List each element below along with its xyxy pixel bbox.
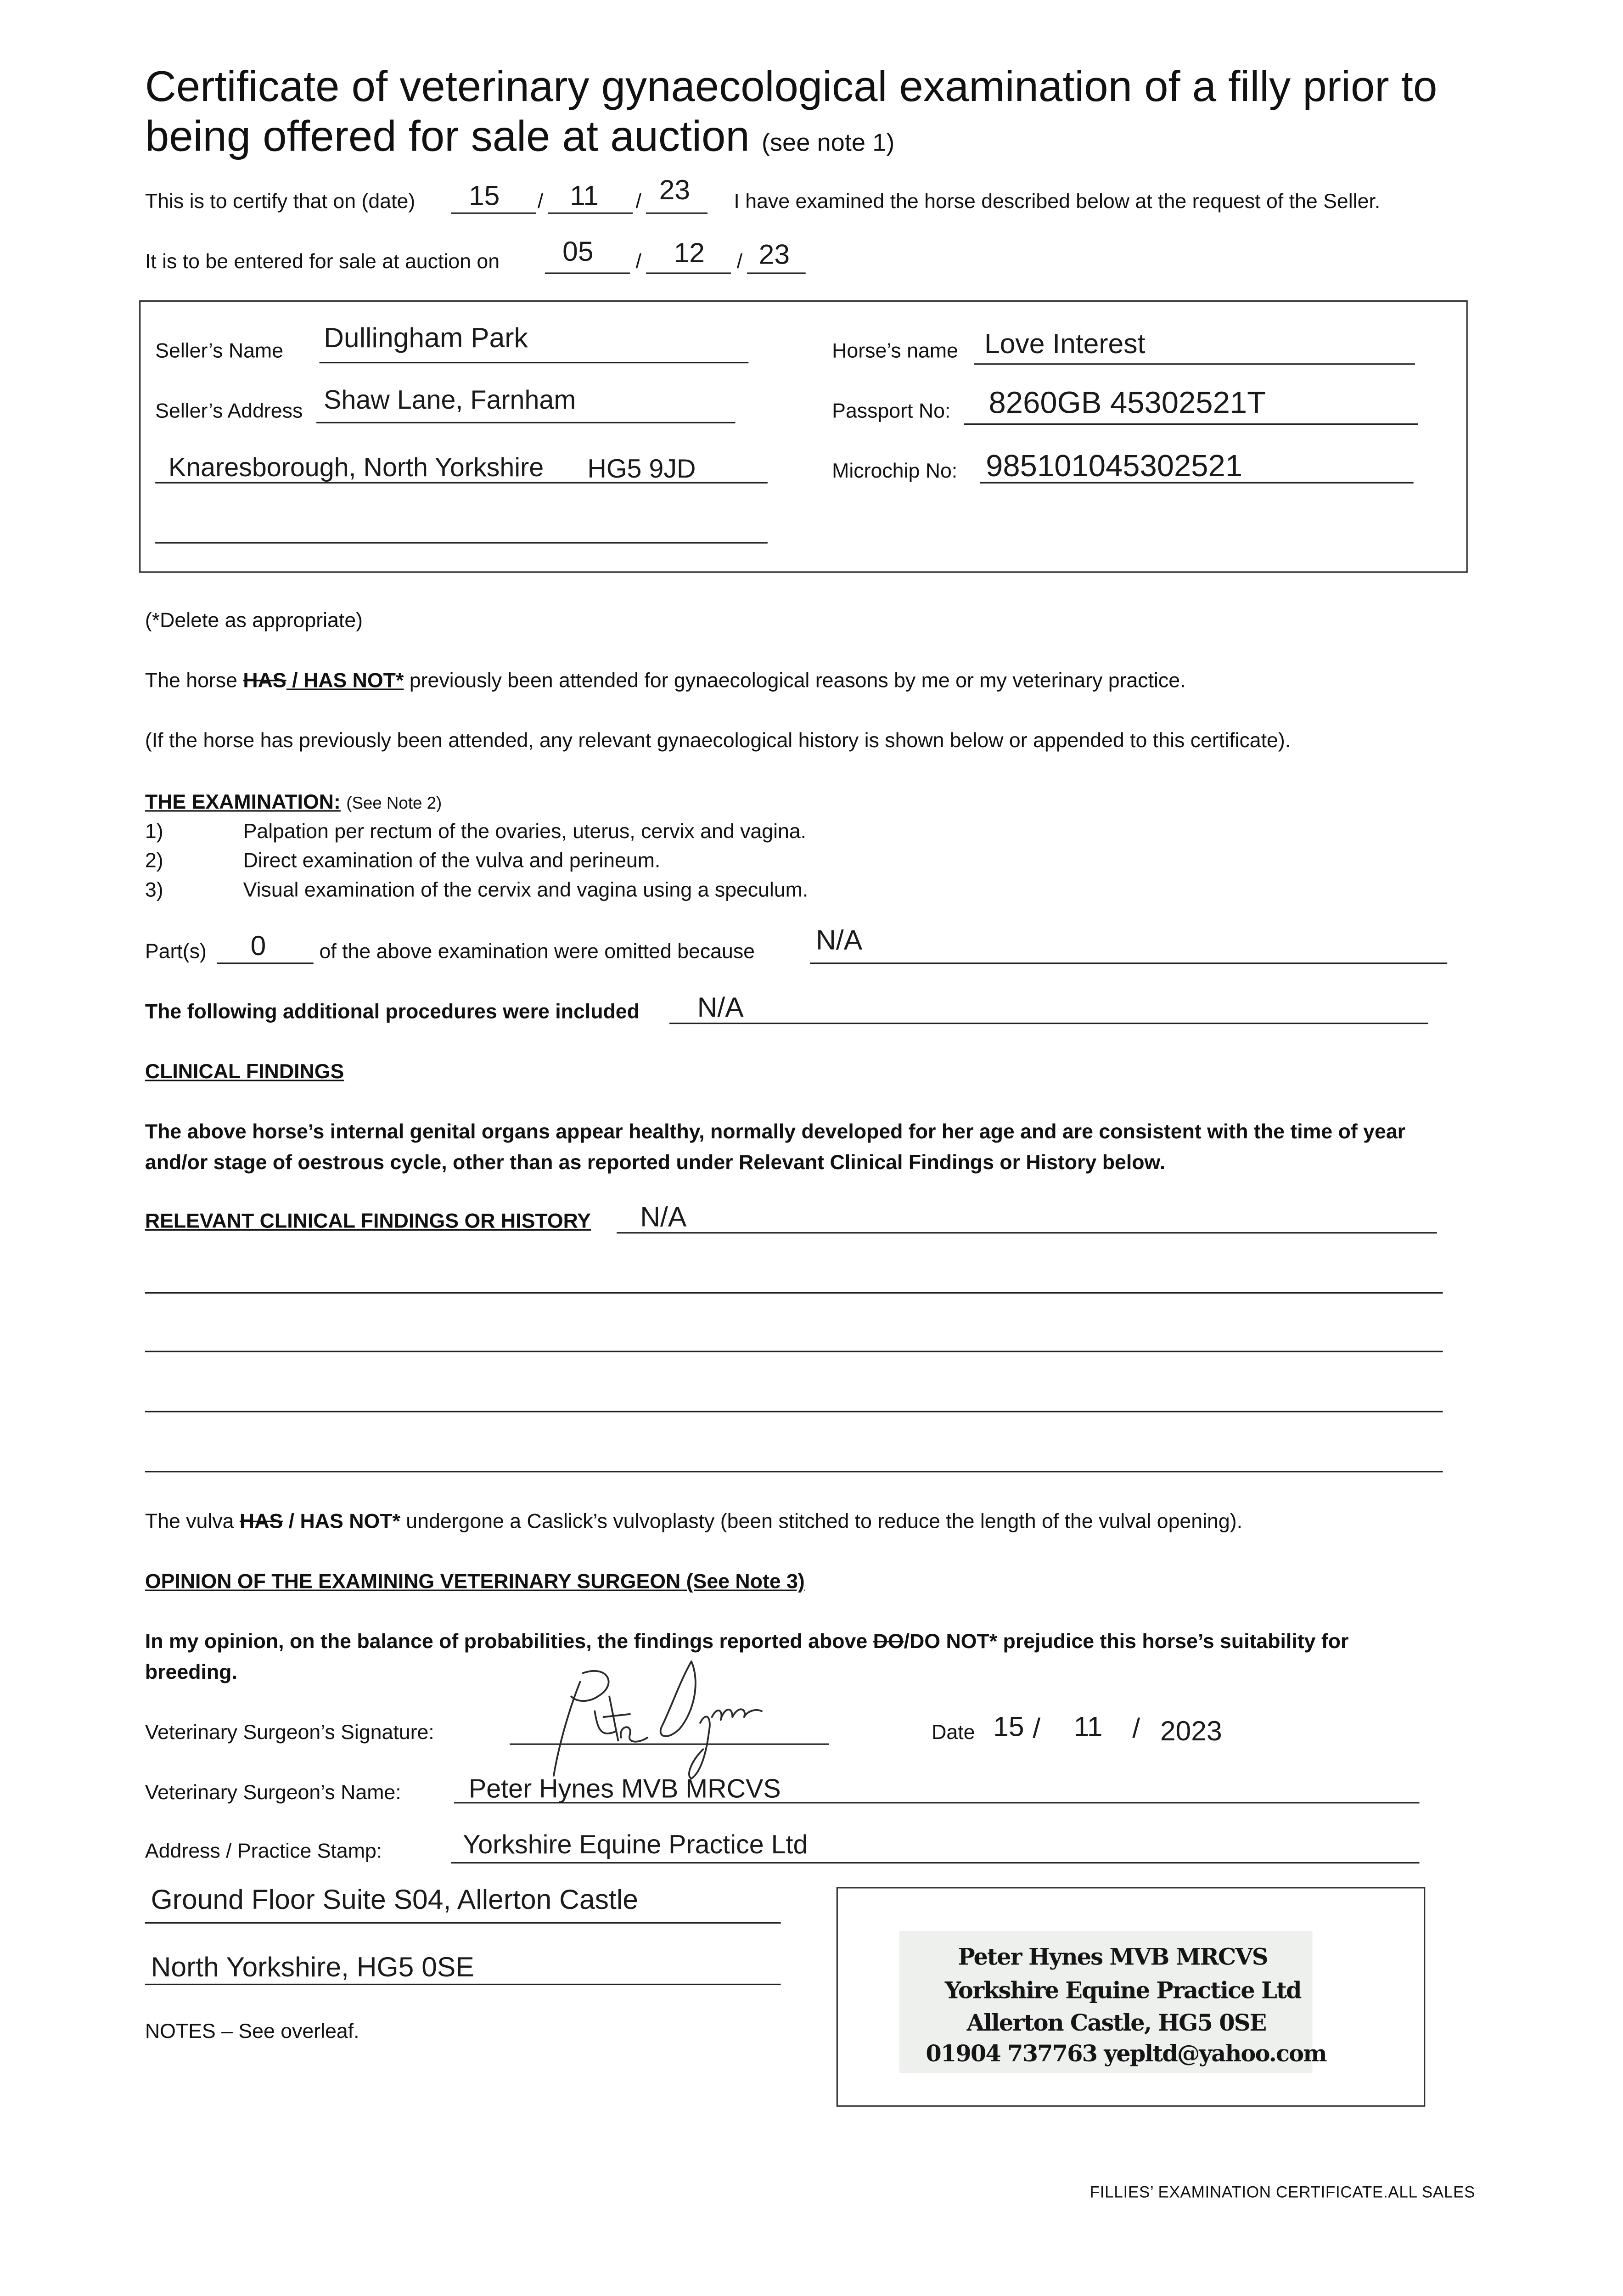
- seller-address-line-1: [316, 422, 735, 423]
- relevant-findings-line-1: [145, 1292, 1443, 1294]
- clinical-findings-heading: CLINICAL FINDINGS: [145, 1059, 344, 1083]
- certify-text: This is to certify that on (date): [145, 189, 416, 213]
- omitted-label-prefix: Part(s): [145, 939, 207, 963]
- opinion-suffix: /DO NOT* prejudice this horse’s suitability for: [904, 1629, 1349, 1653]
- practice-address-2[interactable]: Ground Floor Suite S04, Allerton Castle: [151, 1885, 639, 1917]
- exam-item-2-text: Direct examination of the vulva and perineum.: [243, 848, 661, 872]
- exam-item-1-text: Palpation per rectum of the ovaries, uterus, cervix and vagina.: [243, 819, 807, 843]
- opinion-heading: OPINION OF THE EXAMINING VETERINARY SURGEON (See Note 3): [145, 1569, 805, 1593]
- title-line-2: [145, 113, 895, 169]
- attended-statement: [145, 668, 1186, 692]
- practice-address-line-1: [451, 1862, 1420, 1863]
- vulva-statement: [145, 1509, 1242, 1532]
- auction-day-line: [545, 272, 630, 274]
- seller-name-line: [320, 362, 749, 363]
- relevant-findings-line-0: [617, 1232, 1437, 1233]
- date-label: Date: [932, 1720, 975, 1744]
- omitted-parts[interactable]: 0: [250, 932, 266, 963]
- auction-month[interactable]: 12: [674, 239, 705, 270]
- opinion-line-2: breeding.: [145, 1660, 237, 1683]
- passport-number[interactable]: 8260GB 45302521T: [988, 387, 1266, 421]
- history-note: (If the horse has previously been attended, any relevant gynaecological history is shown below or appended to this certificate).: [145, 728, 1291, 752]
- vulva-struck-has[interactable]: HAS: [239, 1509, 283, 1533]
- passport-line: [964, 423, 1418, 425]
- seller-address-2[interactable]: Knaresborough, North Yorkshire: [168, 452, 544, 482]
- signature-image: [528, 1653, 791, 1782]
- sign-date-year[interactable]: 2023: [1160, 1717, 1222, 1748]
- practice-address-label: Address / Practice Stamp:: [145, 1838, 382, 1863]
- omitted-reason-line: [810, 962, 1447, 964]
- examination-heading-text: THE EXAMINATION:: [145, 789, 341, 813]
- clinical-statement-2: and/or stage of oestrous cycle, other than as reported under Relevant Clinical Findings or History below.: [145, 1150, 1166, 1174]
- exam-date-sep-2: /: [635, 189, 642, 213]
- horse-name[interactable]: Love Interest: [984, 329, 1146, 360]
- vet-name-label: Veterinary Surgeon’s Name:: [145, 1780, 401, 1804]
- practice-address-1[interactable]: Yorkshire Equine Practice Ltd: [463, 1829, 808, 1859]
- exam-item-1-num: 1): [145, 819, 163, 843]
- relevant-findings-label: RELEVANT CLINICAL FINDINGS OR HISTORY: [145, 1209, 591, 1232]
- horse-name-label: Horse’s name: [832, 338, 958, 362]
- relevant-findings-line-4: [145, 1471, 1443, 1472]
- microchip-label: Microchip No:: [832, 458, 958, 482]
- seller-name-label: Seller’s Name: [155, 338, 284, 362]
- signature-label: Veterinary Surgeon’s Signature:: [145, 1720, 434, 1744]
- opinion-struck-do[interactable]: DO: [873, 1629, 904, 1653]
- practice-address-3[interactable]: North Yorkshire, HG5 0SE: [151, 1953, 474, 1984]
- stamp-line-1: Peter Hynes MVB MRCVS: [958, 1942, 1268, 1971]
- attended-suffix: previously been attended for gynaecological reasons by me or my veterinary practice.: [404, 668, 1186, 692]
- title-note: (see note 1): [761, 129, 895, 157]
- auction-year[interactable]: 23: [758, 240, 790, 271]
- auction-date-sep-1: /: [635, 249, 642, 273]
- additional-label: The following additional procedures were included: [145, 999, 640, 1023]
- relevant-findings-line-3: [145, 1411, 1443, 1412]
- exam-item-3-num: 3): [145, 878, 163, 901]
- omitted-reason[interactable]: N/A: [816, 926, 863, 957]
- microchip-number[interactable]: 985101045302521: [986, 450, 1243, 484]
- vulva-suffix: undergone a Caslick’s vulvoplasty (been stitched to reduce the length of the vulval opening).: [400, 1509, 1242, 1533]
- vet-name[interactable]: Peter Hynes MVB MRCVS: [468, 1774, 781, 1804]
- footer-text: FILLIES’ EXAMINATION CERTIFICATE.ALL SALES: [1089, 2184, 1476, 2202]
- auction-day[interactable]: 05: [562, 237, 594, 268]
- relevant-findings-value[interactable]: N/A: [640, 1203, 687, 1234]
- sign-date-sep-1: /: [1033, 1714, 1041, 1745]
- auction-year-line: [747, 272, 806, 274]
- opinion-prefix: In my opinion, on the balance of probabilities, the findings reported above: [145, 1629, 873, 1653]
- seller-address-line-3: [155, 542, 768, 543]
- seller-address-label: Seller’s Address: [155, 398, 303, 422]
- exam-item-3-text: Visual examination of the cervix and vagina using a speculum.: [243, 878, 809, 901]
- sign-date-day[interactable]: 15: [993, 1712, 1024, 1744]
- notes-text: NOTES – See overleaf.: [145, 2019, 359, 2043]
- practice-address-line-2: [145, 1922, 781, 1924]
- exam-year[interactable]: 23: [659, 175, 691, 207]
- attended-struck-has[interactable]: HAS: [243, 668, 286, 692]
- omitted-label-suffix: of the above examination were omitted because: [319, 939, 755, 963]
- auction-text: It is to be entered for sale at auction on: [145, 249, 500, 273]
- certify-text-after: I have examined the horse described below at the request of the Seller.: [734, 189, 1381, 213]
- exam-year-line: [646, 213, 708, 214]
- title-line-1: Certificate of veterinary gynaecological examination of a filly prior to: [145, 63, 1438, 112]
- exam-day[interactable]: 15: [468, 181, 500, 213]
- examination-heading: [145, 790, 442, 813]
- attended-has-not[interactable]: / HAS NOT*: [286, 668, 404, 692]
- additional-value[interactable]: N/A: [697, 993, 744, 1024]
- clinical-statement-1: The above horse’s internal genital organs appear healthy, normally developed for her age and are consistent with the time of year: [145, 1119, 1406, 1143]
- title-line-2-text: being offered for sale at auction: [145, 113, 750, 161]
- horse-name-line: [974, 363, 1415, 365]
- vulva-prefix: The vulva: [145, 1509, 240, 1533]
- delete-note: (*Delete as appropriate): [145, 608, 363, 632]
- exam-date-sep-1: /: [537, 189, 544, 213]
- seller-name[interactable]: Dullingham Park: [324, 324, 528, 355]
- auction-date-sep-2: /: [736, 249, 743, 273]
- exam-month[interactable]: 11: [570, 181, 599, 213]
- auction-month-line: [646, 272, 731, 274]
- stamp-line-3: Allerton Castle, HG5 0SE: [966, 2009, 1266, 2037]
- exam-item-2-num: 2): [145, 848, 163, 872]
- seller-address-1[interactable]: Shaw Lane, Farnham: [324, 385, 576, 415]
- stamp-line-4: 01904 737763 yepltd@yahoo.com: [926, 2039, 1326, 2067]
- sign-date-month[interactable]: 11: [1073, 1712, 1103, 1744]
- examination-heading-note: (See Note 2): [346, 795, 442, 813]
- sign-date-sep-2: /: [1132, 1714, 1140, 1745]
- attended-prefix: The horse: [145, 668, 243, 692]
- relevant-findings-line-2: [145, 1351, 1443, 1352]
- seller-postcode[interactable]: HG5 9JD: [587, 454, 696, 484]
- opinion-line-1: [145, 1629, 1349, 1653]
- additional-line: [669, 1023, 1428, 1024]
- stamp-line-2: Yorkshire Equine Practice Ltd: [944, 1976, 1301, 2004]
- vulva-has-not[interactable]: / HAS NOT*: [283, 1509, 400, 1533]
- passport-label: Passport No:: [832, 398, 951, 422]
